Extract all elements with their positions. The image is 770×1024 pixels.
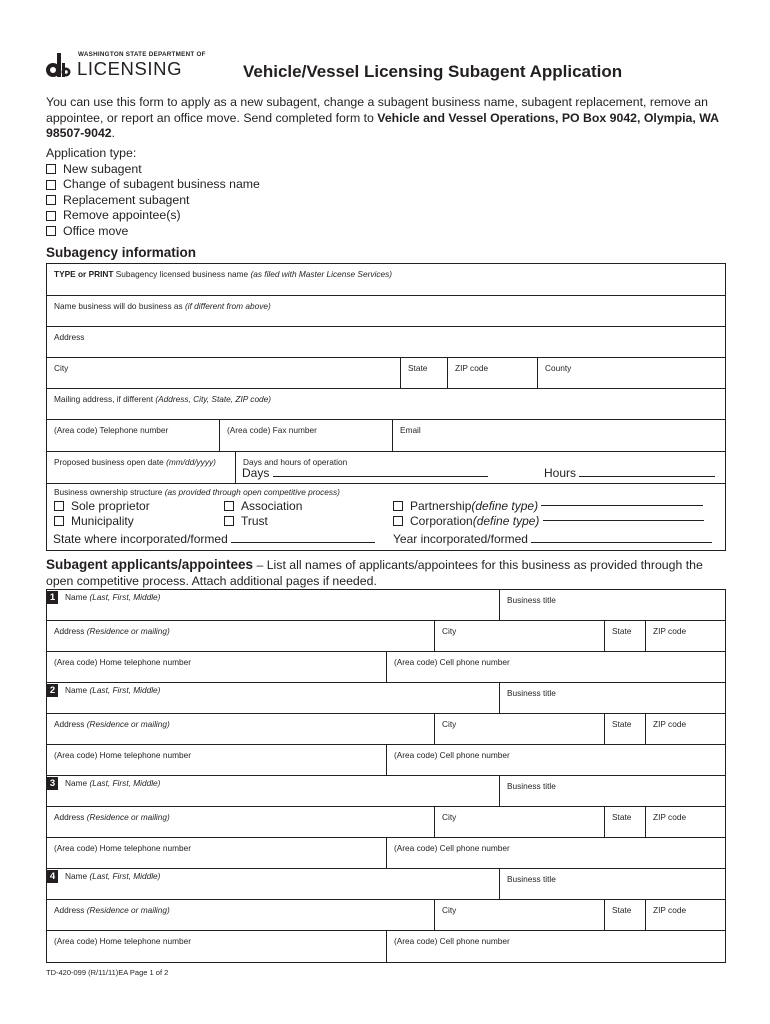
open-date-hours-row [47, 452, 725, 484]
applicant-4-address-row [47, 900, 725, 931]
hours-input[interactable] [579, 476, 715, 477]
cell-phone-field[interactable]: (Area code) Cell phone number [386, 745, 725, 775]
subagency-form [46, 263, 726, 551]
corporation-type-input[interactable] [543, 520, 704, 521]
zip-field[interactable]: ZIP code [447, 358, 537, 388]
page-title: Vehicle/Vessel Licensing Subagent Application [243, 62, 623, 81]
checkbox[interactable] [54, 501, 64, 511]
dol-logo-icon [45, 50, 73, 78]
telephone-field[interactable]: (Area code) Telephone number [54, 425, 169, 435]
applicant-1-name-row [47, 590, 725, 621]
applicant-zip-field[interactable]: ZIP code [645, 621, 725, 651]
checkbox[interactable] [224, 501, 234, 511]
mailing-address-field[interactable]: Mailing address, if different (Address, City, State, ZIP code) [47, 389, 725, 420]
state-incorporated-label: State where incorporated/formed [53, 532, 228, 546]
applicant-3-name-row [47, 776, 725, 807]
fax-field[interactable]: (Area code) Fax number [219, 420, 392, 451]
form-footer: TD-420-099 (R/11/11)EA Page 1 of 2 [46, 968, 169, 977]
email-field[interactable]: Email [392, 420, 725, 451]
applicant-address-field[interactable]: Address (Residence or mailing) [54, 719, 170, 729]
state-field[interactable]: State [400, 358, 447, 388]
applicant-state-field[interactable]: State [604, 621, 645, 651]
logo-licensing-text: LICENSING [77, 58, 183, 79]
address-field[interactable]: Address [47, 327, 725, 358]
applicants-form [46, 589, 726, 963]
option-replacement-subagent[interactable]: Replacement subagent [46, 193, 260, 209]
subagency-heading: Subagency information [46, 245, 197, 260]
open-date-field[interactable]: Proposed business open date (mm/dd/yyyy) [54, 457, 216, 467]
applicant-name-field[interactable]: 4 Name (Last, First, Middle) [47, 869, 499, 899]
business-name-field[interactable]: TYPE or PRINT Subagency licensed business name (as filed with Master License Services) [47, 264, 725, 296]
state-incorporated-input[interactable] [231, 542, 375, 543]
hours-label: Hours [544, 466, 577, 480]
option-sole-proprietor[interactable]: Sole proprietor [54, 498, 150, 514]
applicant-state-field[interactable]: State [604, 807, 645, 837]
applicant-name-field[interactable]: 2 Name (Last, First, Middle) [47, 683, 499, 713]
applicants-heading: Subagent applicants/appointees – List all names of applicants/appointees for this business as provided through the open competitive process. Attach additional pages if needed. [46, 557, 703, 588]
cell-phone-field[interactable]: (Area code) Cell phone number [386, 652, 725, 682]
checkbox[interactable] [46, 180, 56, 190]
phone-fax-email-row [47, 420, 725, 452]
applicant-zip-field[interactable]: ZIP code [645, 900, 725, 930]
applicant-number: 2 [47, 684, 58, 697]
county-field[interactable]: County [537, 358, 725, 388]
days-label: Days [242, 466, 270, 480]
option-association[interactable]: Association [224, 498, 302, 514]
checkbox[interactable] [224, 516, 234, 526]
applicant-1-address-row [47, 621, 725, 652]
applicant-state-field[interactable]: State [604, 900, 645, 930]
applicant-4-name-row [47, 869, 725, 900]
option-partnership[interactable]: Partnership (define type) [393, 498, 703, 514]
applicant-address-field[interactable]: Address (Residence or mailing) [54, 905, 170, 915]
checkbox[interactable] [46, 195, 56, 205]
applicant-city-field[interactable]: City [434, 621, 604, 651]
application-type-group [46, 146, 260, 239]
partnership-type-input[interactable] [541, 505, 703, 506]
checkbox[interactable] [46, 164, 56, 174]
applicant-name-field[interactable]: 1 Name (Last, First, Middle) [47, 590, 499, 620]
applicant-address-field[interactable]: Address (Residence or mailing) [54, 626, 170, 636]
option-corporation[interactable]: Corporation (define type) [393, 513, 704, 529]
applicant-3-phone-row [47, 838, 725, 869]
intro-paragraph: You can use this form to apply as a new subagent, change a subagent business name, subagent replacement, remove an appointee, or report an office move. Send completed form to Vehicle and Vessel Operations, PO Box 9042, Olympia, WA 98507-9042. [46, 95, 719, 140]
checkbox[interactable] [46, 226, 56, 236]
applicant-2-name-row [47, 683, 725, 714]
applicant-address-field[interactable]: Address (Residence or mailing) [54, 812, 170, 822]
applicant-number: 1 [47, 591, 58, 604]
applicant-city-field[interactable]: City [434, 807, 604, 837]
applicant-number: 3 [47, 777, 58, 790]
applicant-number: 4 [47, 870, 58, 883]
cell-phone-field[interactable]: (Area code) Cell phone number [386, 838, 725, 868]
business-title-field[interactable]: Business title [499, 590, 725, 620]
home-phone-field[interactable]: (Area code) Home telephone number [54, 657, 191, 667]
applicant-2-address-row [47, 714, 725, 745]
city-field[interactable]: City [54, 363, 69, 373]
applicant-city-field[interactable]: City [434, 714, 604, 744]
option-change-business-name[interactable]: Change of subagent business name [46, 177, 260, 193]
cell-phone-field[interactable]: (Area code) Cell phone number [386, 931, 725, 962]
home-phone-field[interactable]: (Area code) Home telephone number [54, 843, 191, 853]
application-type-label: Application type: [46, 146, 137, 160]
business-title-field[interactable]: Business title [499, 683, 725, 713]
year-incorporated-input[interactable] [531, 542, 712, 543]
checkbox[interactable] [393, 516, 403, 526]
checkbox[interactable] [54, 516, 64, 526]
home-phone-field[interactable]: (Area code) Home telephone number [54, 750, 191, 760]
city-state-zip-row [47, 358, 725, 389]
applicant-zip-field[interactable]: ZIP code [645, 714, 725, 744]
home-phone-field[interactable]: (Area code) Home telephone number [54, 936, 191, 946]
checkbox[interactable] [46, 211, 56, 221]
applicant-name-field[interactable]: 3 Name (Last, First, Middle) [47, 776, 499, 806]
applicant-city-field[interactable]: City [434, 900, 604, 930]
applicant-2-phone-row [47, 745, 725, 776]
applicant-zip-field[interactable]: ZIP code [645, 807, 725, 837]
applicant-4-phone-row [47, 931, 725, 962]
option-office-move[interactable]: Office move [46, 224, 260, 240]
business-title-field[interactable]: Business title [499, 869, 725, 899]
year-incorporated-label: Year incorporated/formed [393, 532, 528, 546]
option-municipality[interactable]: Municipality [54, 513, 134, 529]
dba-name-field[interactable]: Name business will do business as (if different from above) [47, 296, 725, 327]
option-remove-appointees[interactable]: Remove appointee(s) [46, 208, 260, 224]
business-title-field[interactable]: Business title [499, 776, 725, 806]
days-hours-field: Days and hours of operation Days Hours [235, 452, 725, 483]
ownership-structure-row: Business ownership structure (as provided through open competitive process) Sole proprietor Association Partnership (define type) Municipality Trust Corporation (define type) State where incorporated/formed Year incorporated/formed [47, 484, 725, 550]
days-input[interactable] [273, 476, 488, 477]
logo-department-text: WASHINGTON STATE DEPARTMENT OF [78, 51, 206, 58]
checkbox[interactable] [393, 501, 403, 511]
applicant-1-phone-row [47, 652, 725, 683]
option-trust[interactable]: Trust [224, 513, 268, 529]
applicant-state-field[interactable]: State [604, 714, 645, 744]
option-new-subagent[interactable]: New subagent [46, 162, 260, 178]
applicant-3-address-row [47, 807, 725, 838]
